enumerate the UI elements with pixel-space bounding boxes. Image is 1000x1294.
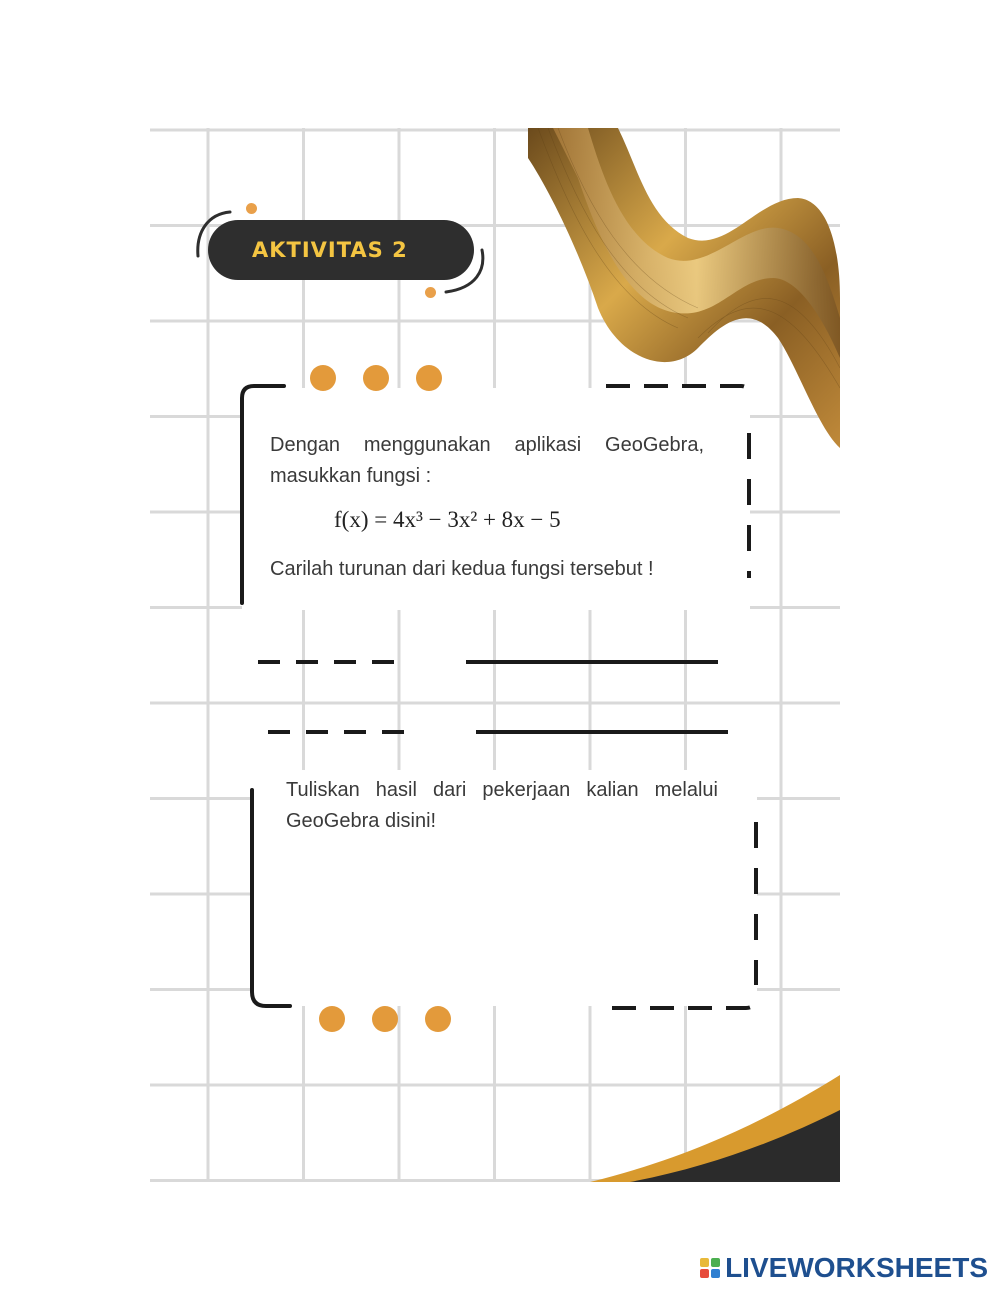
separator-lines xyxy=(250,650,740,745)
liveworksheets-logo[interactable] xyxy=(700,1252,988,1284)
accent-dot xyxy=(425,287,436,298)
task1-instruction-text: Carilah turunan dari kedua fungsi tersebut ! xyxy=(270,558,654,580)
decor-dot xyxy=(363,365,389,391)
activity-title-badge xyxy=(208,220,474,280)
activity-title: AKTIVITAS 2 xyxy=(252,238,408,262)
answer-area[interactable] xyxy=(285,845,725,995)
function-formula: f(x) = 4x³ − 3x² + 8x − 5 xyxy=(334,507,561,532)
task2-instruction-text: Tuliskan hasil dari pekerjaan kalian melalui GeoGebra disini! xyxy=(286,779,718,832)
brand-name: LIVEWORKSHEETS xyxy=(725,1252,988,1283)
decor-dot xyxy=(425,1006,451,1032)
decor-dot xyxy=(310,365,336,391)
bottom-swoosh-decoration xyxy=(590,1075,840,1182)
task1-intro-text: Dengan menggunakan aplikasi GeoGebra, masukkan fungsi : xyxy=(270,434,704,487)
accent-dot xyxy=(246,203,257,214)
decor-dot xyxy=(416,365,442,391)
decor-dot xyxy=(372,1006,398,1032)
decor-dot xyxy=(319,1006,345,1032)
liveworksheets-logo-icon xyxy=(700,1258,720,1278)
